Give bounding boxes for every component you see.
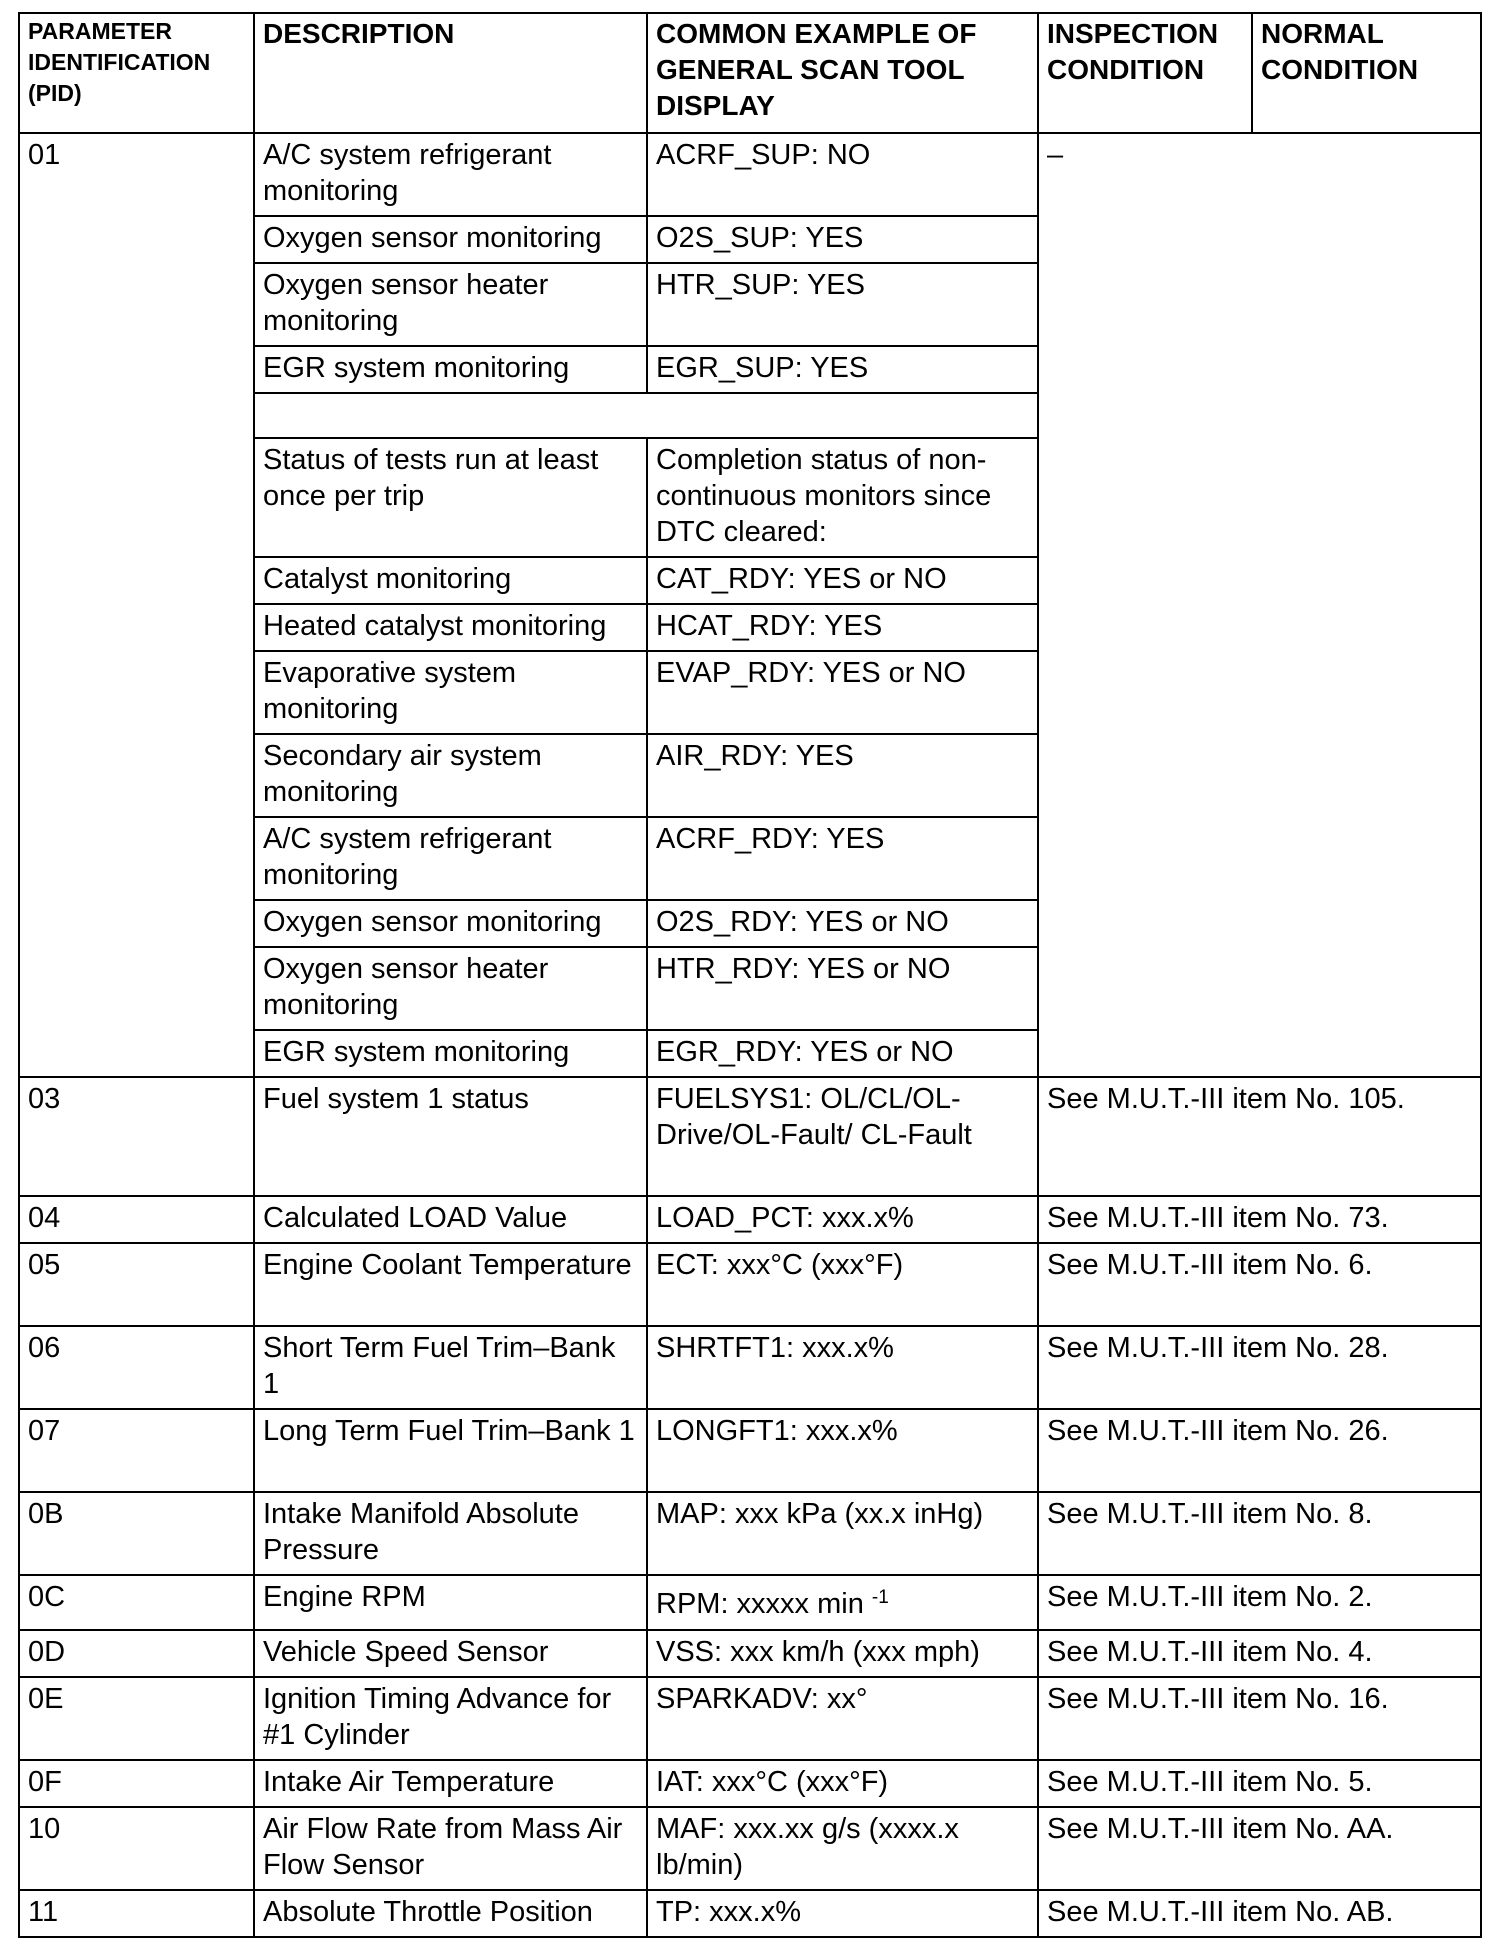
description-cell: Fuel system 1 status	[254, 1077, 647, 1196]
condition-cell: See M.U.T.-III item No. 16.	[1038, 1677, 1481, 1760]
header-inspection-condition: INSPECTION CONDITION	[1038, 13, 1252, 133]
table-row	[19, 1243, 1481, 1326]
description-cell: A/C system refrigerant monitoring	[254, 817, 647, 900]
description-cell: Catalyst monitoring	[254, 557, 647, 604]
description-cell: A/C system refrigerant monitoring	[254, 133, 647, 216]
table-row	[19, 133, 1481, 216]
example-cell: IAT: xxx°C (xxx°F)	[647, 1760, 1038, 1807]
description-cell: Oxygen sensor monitoring	[254, 900, 647, 947]
example-cell: EGR_SUP: YES	[647, 346, 1038, 393]
header-pid: PARAMETER IDENTIFICATION (PID)	[19, 13, 254, 133]
condition-cell: See M.U.T.-III item No. 28.	[1038, 1326, 1481, 1409]
pid-cell: 0E	[19, 1677, 254, 1760]
empty-cell	[254, 393, 1038, 438]
description-cell: Oxygen sensor heater monitoring	[254, 947, 647, 1030]
table-row	[19, 1807, 1481, 1890]
table-row	[19, 1630, 1481, 1677]
table-row	[19, 1492, 1481, 1575]
example-cell: EGR_RDY: YES or NO	[647, 1030, 1038, 1077]
pid-cell: 06	[19, 1326, 254, 1409]
example-cell: ACRF_RDY: YES	[647, 817, 1038, 900]
description-cell: Intake Manifold Absolute Pressure	[254, 1492, 647, 1575]
description-cell: Absolute Throttle Position	[254, 1890, 647, 1937]
description-cell: Evaporative system monitoring	[254, 651, 647, 734]
description-cell: Ignition Timing Advance for #1 Cylinder	[254, 1677, 647, 1760]
example-cell: CAT_RDY: YES or NO	[647, 557, 1038, 604]
example-cell: HTR_SUP: YES	[647, 263, 1038, 346]
pid-cell: 10	[19, 1807, 254, 1890]
condition-cell: See M.U.T.-III item No. 5.	[1038, 1760, 1481, 1807]
condition-cell: See M.U.T.-III item No. 4.	[1038, 1630, 1481, 1677]
condition-cell: See M.U.T.-III item No. 2.	[1038, 1575, 1481, 1630]
example-cell: MAP: xxx kPa (xx.x inHg)	[647, 1492, 1038, 1575]
description-cell: Calculated LOAD Value	[254, 1196, 647, 1243]
condition-cell: See M.U.T.-III item No. 6.	[1038, 1243, 1481, 1326]
example-cell: VSS: xxx km/h (xxx mph)	[647, 1630, 1038, 1677]
example-cell: Completion status of non-continuous monitors since DTC cleared:	[647, 438, 1038, 557]
example-cell: O2S_SUP: YES	[647, 216, 1038, 263]
table-row	[19, 1760, 1481, 1807]
example-cell: HTR_RDY: YES or NO	[647, 947, 1038, 1030]
condition-cell: –	[1038, 133, 1481, 1077]
example-cell: SPARKADV: xx°	[647, 1677, 1038, 1760]
example-cell: SHRTFT1: xxx.x%	[647, 1326, 1038, 1409]
header-description: DESCRIPTION	[254, 13, 647, 133]
pid-cell: 03	[19, 1077, 254, 1196]
example-cell: EVAP_RDY: YES or NO	[647, 651, 1038, 734]
table-row	[19, 1326, 1481, 1409]
condition-cell: See M.U.T.-III item No. AB.	[1038, 1890, 1481, 1937]
table-row	[19, 1196, 1481, 1243]
table-row	[19, 1409, 1481, 1492]
description-cell: Intake Air Temperature	[254, 1760, 647, 1807]
table-row	[19, 1890, 1481, 1937]
example-cell: LONGFT1: xxx.x%	[647, 1409, 1038, 1492]
pid-cell: 04	[19, 1196, 254, 1243]
description-cell: Oxygen sensor heater monitoring	[254, 263, 647, 346]
description-cell: Air Flow Rate from Mass Air Flow Sensor	[254, 1807, 647, 1890]
example-cell: O2S_RDY: YES or NO	[647, 900, 1038, 947]
table-row	[19, 1677, 1481, 1760]
example-cell: FUELSYS1: OL/CL/OL-Drive/OL-Fault/ CL-Fault	[647, 1077, 1038, 1196]
description-cell: Oxygen sensor monitoring	[254, 216, 647, 263]
description-cell: Status of tests run at least once per trip	[254, 438, 647, 557]
exponent: -1	[871, 1587, 889, 1608]
condition-cell: See M.U.T.-III item No. 8.	[1038, 1492, 1481, 1575]
example-text: RPM: xxxxx min	[656, 1588, 864, 1620]
pid-cell: 0B	[19, 1492, 254, 1575]
pid-cell: 0C	[19, 1575, 254, 1630]
condition-cell: See M.U.T.-III item No. 73.	[1038, 1196, 1481, 1243]
condition-cell: See M.U.T.-III item No. 105.	[1038, 1077, 1481, 1196]
pid-cell: 05	[19, 1243, 254, 1326]
description-cell: Vehicle Speed Sensor	[254, 1630, 647, 1677]
pid-cell: 01	[19, 133, 254, 1077]
pid-cell: 0F	[19, 1760, 254, 1807]
example-cell	[647, 1575, 1038, 1630]
example-cell: ACRF_SUP: NO	[647, 133, 1038, 216]
table-row	[19, 1575, 1481, 1630]
example-cell: MAF: xxx.xx g/s (xxxx.x lb/min)	[647, 1807, 1038, 1890]
pid-cell: 0D	[19, 1630, 254, 1677]
condition-cell: See M.U.T.-III item No. AA.	[1038, 1807, 1481, 1890]
condition-cell: See M.U.T.-III item No. 26.	[1038, 1409, 1481, 1492]
pid-cell: 07	[19, 1409, 254, 1492]
header-row	[19, 13, 1481, 133]
table-row	[19, 1077, 1481, 1196]
description-cell: EGR system monitoring	[254, 346, 647, 393]
example-cell: LOAD_PCT: xxx.x%	[647, 1196, 1038, 1243]
header-example: COMMON EXAMPLE OF GENERAL SCAN TOOL DISPLAY	[647, 13, 1038, 133]
description-cell: Short Term Fuel Trim–Bank 1	[254, 1326, 647, 1409]
pid-cell: 11	[19, 1890, 254, 1937]
description-cell: Secondary air system monitoring	[254, 734, 647, 817]
description-cell: Heated catalyst monitoring	[254, 604, 647, 651]
pid-table	[18, 12, 1482, 1938]
example-cell: HCAT_RDY: YES	[647, 604, 1038, 651]
description-cell: EGR system monitoring	[254, 1030, 647, 1077]
description-cell: Long Term Fuel Trim–Bank 1	[254, 1409, 647, 1492]
description-cell: Engine Coolant Temperature	[254, 1243, 647, 1326]
description-cell: Engine RPM	[254, 1575, 647, 1630]
header-normal-condition: NORMAL CONDITION	[1252, 13, 1481, 133]
example-cell: ECT: xxx°C (xxx°F)	[647, 1243, 1038, 1326]
example-cell: TP: xxx.x%	[647, 1890, 1038, 1937]
example-cell: AIR_RDY: YES	[647, 734, 1038, 817]
